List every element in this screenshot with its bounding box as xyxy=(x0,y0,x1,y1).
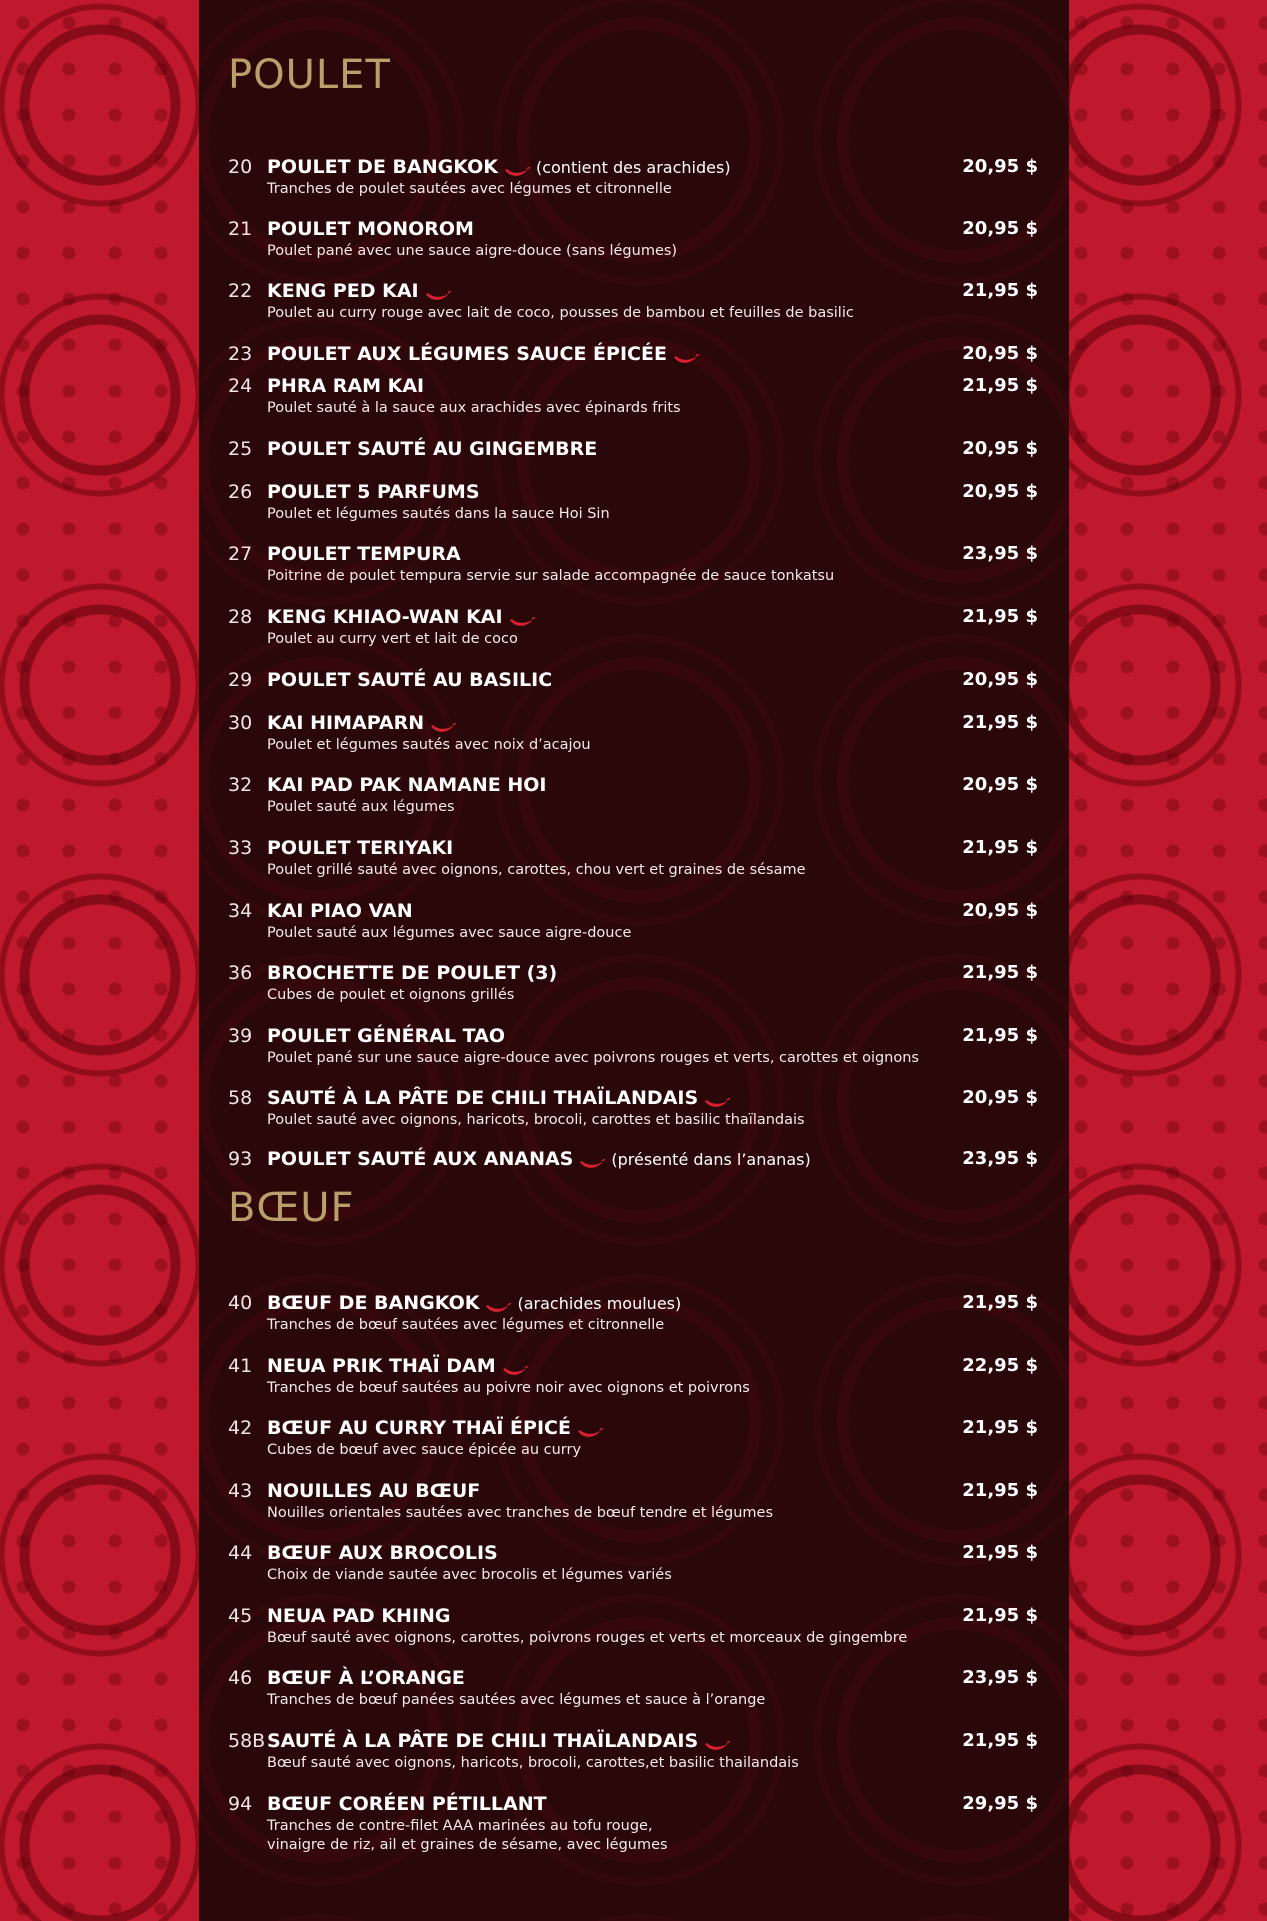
item-number: 94 xyxy=(228,1793,253,1815)
chili-pepper-icon xyxy=(430,718,456,730)
chili-pepper-icon xyxy=(425,286,451,298)
item-name xyxy=(267,1480,480,1502)
chili-pepper-icon xyxy=(577,1423,603,1435)
item-description: Bœuf sauté avec oignons, carottes, poivrons rouges et verts et morceaux de gingembre xyxy=(267,1630,908,1646)
item-name-text: NOUILLES AU BŒUF xyxy=(267,1480,481,1502)
item-description: Cubes de bœuf avec sauce épicée au curry xyxy=(267,1442,582,1458)
section-title-poulet: POULET xyxy=(228,52,391,98)
item-name-text: POULET SAUTÉ AU BASILIC xyxy=(267,669,553,691)
item-description: Poulet et légumes sautés avec noix d’acajou xyxy=(267,737,591,753)
item-price: 20,95 $ xyxy=(962,156,1038,177)
item-price: 20,95 $ xyxy=(962,343,1038,364)
item-name-text: POULET TERIYAKI xyxy=(267,837,454,859)
item-description: Tranches de bœuf sautées avec légumes et citronnelle xyxy=(267,1317,665,1333)
item-description: Poulet sauté à la sauce aux arachides avec épinards frits xyxy=(267,400,681,416)
item-name xyxy=(267,1605,451,1627)
item-price: 20,95 $ xyxy=(962,1087,1038,1108)
item-name-text: POULET TEMPURA xyxy=(267,543,461,565)
item-number: 26 xyxy=(228,481,253,503)
item-name xyxy=(267,1730,730,1752)
chili-pepper-icon xyxy=(579,1154,605,1166)
item-number: 42 xyxy=(228,1417,253,1439)
item-number: 34 xyxy=(228,900,253,922)
item-number: 40 xyxy=(228,1292,253,1314)
item-note: (contient des arachides) xyxy=(535,158,731,177)
item-name-text: BROCHETTE DE POULET (3) xyxy=(267,962,558,984)
item-name xyxy=(267,280,451,302)
item-number: 30 xyxy=(228,712,253,734)
item-description: Poulet pané avec une sauce aigre-douce (sans légumes) xyxy=(267,243,678,259)
item-price: 20,95 $ xyxy=(962,900,1038,921)
item-price: 20,95 $ xyxy=(962,481,1038,502)
item-name xyxy=(267,669,552,691)
item-name xyxy=(267,543,461,565)
item-name xyxy=(267,900,413,922)
item-description: Poitrine de poulet tempura servie sur salade accompagnée de sauce tonkatsu xyxy=(267,568,835,584)
item-name xyxy=(267,1667,465,1689)
item-number: 29 xyxy=(228,669,253,691)
item-number: 28 xyxy=(228,606,253,628)
item-description: Poulet sauté aux légumes avec sauce aigre-douce xyxy=(267,925,632,941)
item-name xyxy=(267,962,557,984)
chili-pepper-icon xyxy=(502,1361,528,1373)
item-price: 21,95 $ xyxy=(962,1480,1038,1501)
item-price: 20,95 $ xyxy=(962,774,1038,795)
item-name xyxy=(267,375,424,397)
item-name xyxy=(267,343,699,365)
chili-pepper-icon xyxy=(673,349,699,361)
item-name-text: BŒUF CORÉEN PÉTILLANT xyxy=(267,1793,547,1815)
item-price: 20,95 $ xyxy=(962,218,1038,239)
item-name-text: KAI PIAO VAN xyxy=(267,900,413,922)
item-number: 33 xyxy=(228,837,253,859)
item-name-text: SAUTÉ À LA PÂTE DE CHILI THAÏLANDAIS xyxy=(267,1087,699,1109)
item-number: 39 xyxy=(228,1025,253,1047)
item-price: 21,95 $ xyxy=(962,712,1038,733)
item-price: 29,95 $ xyxy=(962,1793,1038,1814)
item-price: 23,95 $ xyxy=(962,1148,1038,1169)
item-description: Nouilles orientales sautées avec tranches de bœuf tendre et légumes xyxy=(267,1505,773,1521)
item-name-text: BŒUF DE BANGKOK xyxy=(267,1292,480,1314)
item-number: 25 xyxy=(228,438,253,460)
item-number: 22 xyxy=(228,280,253,302)
item-description: Poulet sauté avec oignons, haricots, brocoli, carottes et basilic thaïlandais xyxy=(267,1112,805,1128)
item-description: Poulet et légumes sautés dans la sauce Hoi Sin xyxy=(267,506,610,522)
item-price: 21,95 $ xyxy=(962,1542,1038,1563)
item-description: Tranches de contre-filet AAA marinées au tofu rouge, vinaigre de riz, ail et graines de sésame, avec légumes xyxy=(267,1818,668,1853)
item-name-text: POULET DE BANGKOK xyxy=(267,156,498,178)
item-number: 32 xyxy=(228,774,253,796)
item-note: (présenté dans l’ananas) xyxy=(611,1150,811,1169)
item-name-text: POULET GÉNÉRAL TAO xyxy=(267,1025,506,1047)
item-name-text: SAUTÉ À LA PÂTE DE CHILI THAÏLANDAIS xyxy=(267,1730,699,1752)
item-name xyxy=(267,1542,498,1564)
item-description: Poulet sauté aux légumes xyxy=(267,799,455,815)
item-name-text: KENG PED KAI xyxy=(267,280,419,302)
item-name xyxy=(267,1025,505,1047)
item-number: 23 xyxy=(228,343,253,365)
item-number: 44 xyxy=(228,1542,253,1564)
item-name-text: POULET SAUTÉ AUX ANANAS xyxy=(267,1148,574,1170)
item-price: 21,95 $ xyxy=(962,1605,1038,1626)
item-price: 23,95 $ xyxy=(962,543,1038,564)
item-price: 21,95 $ xyxy=(962,375,1038,396)
item-name xyxy=(267,1793,547,1815)
item-name-text: BŒUF À L’ORANGE xyxy=(267,1667,465,1689)
item-price: 21,95 $ xyxy=(962,280,1038,301)
item-description: Choix de viande sautée avec brocolis et légumes variés xyxy=(267,1567,672,1583)
item-description: Poulet grillé sauté avec oignons, carottes, chou vert et graines de sésame xyxy=(267,862,806,878)
item-number: 20 xyxy=(228,156,253,178)
item-number: 36 xyxy=(228,962,253,984)
section-title-boeuf: BŒUF xyxy=(228,1185,355,1231)
item-name xyxy=(267,1417,603,1439)
item-name xyxy=(267,156,731,178)
item-price: 23,95 $ xyxy=(962,1667,1038,1688)
item-name-text: POULET 5 PARFUMS xyxy=(267,481,480,503)
item-number: 21 xyxy=(228,218,253,240)
item-price: 20,95 $ xyxy=(962,438,1038,459)
chili-pepper-icon xyxy=(704,1736,730,1748)
item-description: Cubes de poulet et oignons grillés xyxy=(267,987,515,1003)
item-number: 43 xyxy=(228,1480,253,1502)
item-description: Poulet pané sur une sauce aigre-douce avec poivrons rouges et verts, carottes et oignons xyxy=(267,1050,919,1066)
item-name xyxy=(267,481,480,503)
item-price: 21,95 $ xyxy=(962,1292,1038,1313)
item-name xyxy=(267,1292,681,1314)
item-name-text: KAI PAD PAK NAMANE HOI xyxy=(267,774,547,796)
item-name-text: POULET AUX LÉGUMES SAUCE ÉPICÉE xyxy=(267,343,667,365)
item-price: 21,95 $ xyxy=(962,1025,1038,1046)
item-name xyxy=(267,837,453,859)
item-description: Poulet au curry vert et lait de coco xyxy=(267,631,518,647)
item-description: Tranches de poulet sautées avec légumes et citronnelle xyxy=(267,181,672,197)
item-name xyxy=(267,1148,811,1170)
item-price: 21,95 $ xyxy=(962,1417,1038,1438)
item-price: 21,95 $ xyxy=(962,1730,1038,1751)
chili-pepper-icon xyxy=(485,1298,511,1310)
chili-pepper-icon xyxy=(704,1093,730,1105)
item-name xyxy=(267,1087,730,1109)
item-price: 21,95 $ xyxy=(962,837,1038,858)
chili-pepper-icon xyxy=(509,612,535,624)
item-description: Poulet au curry rouge avec lait de coco, pousses de bambou et feuilles de basilic xyxy=(267,305,854,321)
item-name-text: NEUA PAD KHING xyxy=(267,1605,451,1627)
item-name-text: KAI HIMAPARN xyxy=(267,712,425,734)
item-name xyxy=(267,1355,528,1377)
item-number: 24 xyxy=(228,375,253,397)
item-number: 27 xyxy=(228,543,253,565)
item-name-text: PHRA RAM KAI xyxy=(267,375,425,397)
item-description: Bœuf sauté avec oignons, haricots, brocoli, carottes,et basilic thailandais xyxy=(267,1755,799,1771)
item-name xyxy=(267,438,597,460)
item-price: 21,95 $ xyxy=(962,962,1038,983)
item-price: 20,95 $ xyxy=(962,669,1038,690)
item-name xyxy=(267,606,535,628)
item-description: Tranches de bœuf sautées au poivre noir avec oignons et poivrons xyxy=(267,1380,750,1396)
item-name xyxy=(267,712,456,734)
item-price: 21,95 $ xyxy=(962,606,1038,627)
item-number: 41 xyxy=(228,1355,253,1377)
item-note: (arachides moulues) xyxy=(517,1294,682,1313)
item-description: Tranches de bœuf panées sautées avec légumes et sauce à l’orange xyxy=(267,1692,766,1708)
item-number: 46 xyxy=(228,1667,253,1689)
item-name-text: BŒUF AU CURRY THAÏ ÉPICÉ xyxy=(267,1417,571,1439)
item-number: 93 xyxy=(228,1148,253,1170)
item-name xyxy=(267,218,474,240)
item-name-text: NEUA PRIK THAÏ DAM xyxy=(267,1355,496,1377)
item-name-text: KENG KHIAO-WAN KAI xyxy=(267,606,503,628)
chili-pepper-icon xyxy=(504,162,530,174)
item-number: 58 xyxy=(228,1087,253,1109)
item-number: 58B xyxy=(228,1730,266,1752)
item-name-text: POULET MONOROM xyxy=(267,218,474,240)
item-number: 45 xyxy=(228,1605,253,1627)
item-name-text: BŒUF AUX BROCOLIS xyxy=(267,1542,498,1564)
item-name-text: POULET SAUTÉ AU GINGEMBRE xyxy=(267,438,598,460)
item-name xyxy=(267,774,546,796)
item-price: 22,95 $ xyxy=(962,1355,1038,1376)
